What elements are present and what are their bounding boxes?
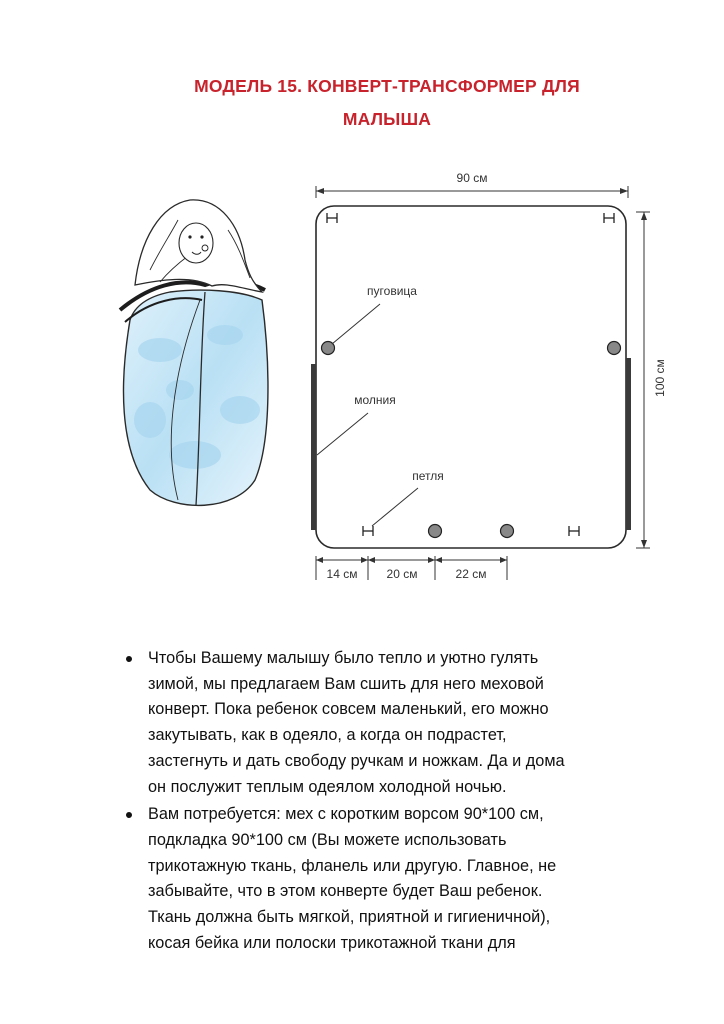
text-line: зимой, мы предлагаем Вам сшить для него меховой [148,674,544,693]
text-line: подкладка 90*100 см (Вы можете использовать [148,830,507,849]
loop-marks [327,213,614,536]
text-line: Вам потребуется: мех с коротким ворсом 90*100 см, [148,805,544,824]
label-zipper: молния [354,393,396,407]
side-dimension-label: 100 см [653,359,667,397]
bullet-dot [126,656,132,662]
bullet-item-2 [122,802,662,956]
text-line: косая бейка или полоски трикотажной ткани для [148,933,516,952]
text-line: застегнуть и дать свободу ручкам и ножкам. Да и дома [148,751,565,770]
pattern-outline [316,206,626,548]
pattern-diagram [311,171,667,581]
text-line: конверт. Пока ребенок совсем маленький, его можно [148,700,549,719]
title-line-1: МОДЕЛЬ 15. КОНВЕРТ-ТРАНСФОРМЕР ДЛЯ [194,76,580,96]
text-line: Чтобы Вашему малышу было тепло и уютно гулять [148,649,539,667]
text-line: забывайте, что в этом конверте будет Ваш ребенок. [148,882,543,901]
right-zipper [626,358,631,530]
left-zipper [311,364,316,530]
bullet-dot [126,812,132,818]
bottom-dim-2: 20 см [386,567,418,581]
title-line-2: МАЛЫША [342,109,432,129]
button-marks [322,342,621,538]
baby-envelope-illustration [120,200,268,506]
text-line: Ткань должна быть мягкой, приятной и гигиеничной), [148,908,551,927]
top-dimension-label: 90 см [456,171,488,185]
text-line: он послужит теплым одеялом холодной ночью. [148,777,507,796]
label-loop: петля [412,469,444,483]
text-line: закутывать, как в одеяло, а когда он подрастет, [148,726,507,745]
bullet-item-1 [122,646,662,800]
text-line: трикотажную ткань, фланель или другую. Главное, не [148,856,557,875]
bottom-dim-1: 14 см [326,567,358,581]
body-text [122,646,662,958]
bottom-dim-3: 22 см [455,567,487,581]
label-button: пуговица [367,284,417,298]
